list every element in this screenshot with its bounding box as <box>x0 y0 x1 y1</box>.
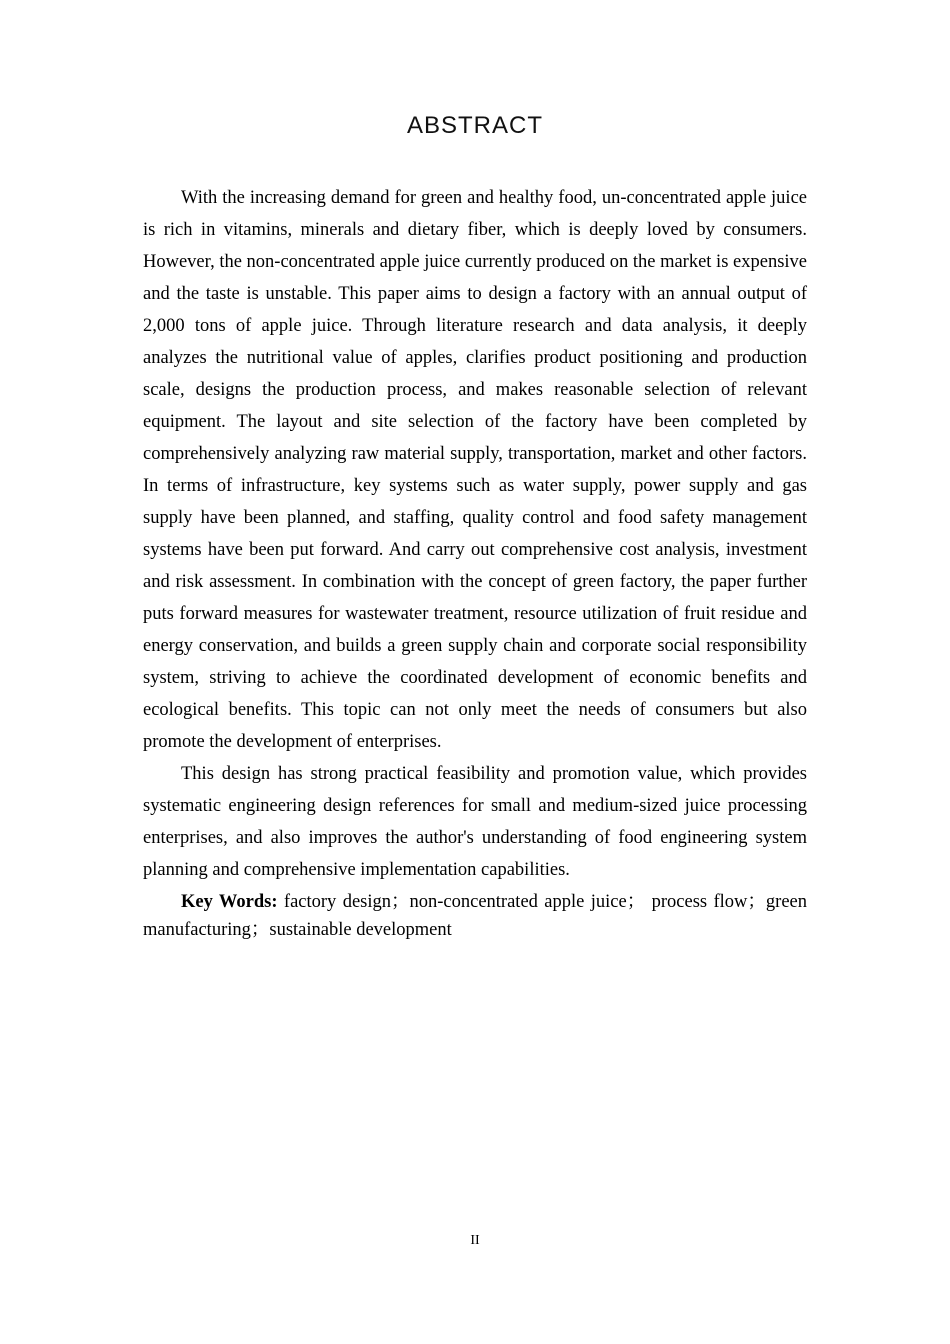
keywords-label: Key Words: <box>181 891 278 912</box>
abstract-paragraph-2: This design has strong practical feasibility and promotion value, which provides systematic engineering design references for small and medium-sized juice processing enterprises, and also improves the author's understanding of food engineering system planning and comprehensive implementation capabilities. <box>143 763 807 880</box>
page-title: ABSTRACT <box>406 112 543 139</box>
keywords-text: factory design；non-concentrated apple juice； process flow；green manufacturing；sustainable development <box>143 891 807 940</box>
page-number: II <box>470 1233 480 1248</box>
keywords-line <box>143 888 807 944</box>
abstract-paragraph-1: With the increasing demand for green and healthy food, un-concentrated apple juice is rich in vitamins, minerals and dietary fiber, which is deeply loved by consumers. However, the non-concentrated apple juice currently produced on the market is expensive and the taste is unstable. This paper aims to design a factory with an annual output of 2,000 tons of apple juice. Through literature research and data analysis, it deeply analyzes the nutritional value of apples, clarifies product positioning and production scale, designs the production process, and makes reasonable selection of relevant equipment. The layout and site selection of the factory have been completed by comprehensively analyzing raw material supply, transportation, market and other factors. In terms of infrastructure, key systems such as water supply, power supply and gas supply have been planned, and staffing, quality control and food safety management systems have been put forward. And carry out comprehensive cost analysis, investment and risk assessment. In combination with the concept of green factory, the paper further puts forward measures for wastewater treatment, resource utilization of fruit residue and energy conservation, and builds a green supply chain and corporate social responsibility system, striving to achieve the coordinated development of economic benefits and ecological benefits. This topic can not only meet the needs of consumers but also promote the development of enterprises. <box>143 187 807 752</box>
